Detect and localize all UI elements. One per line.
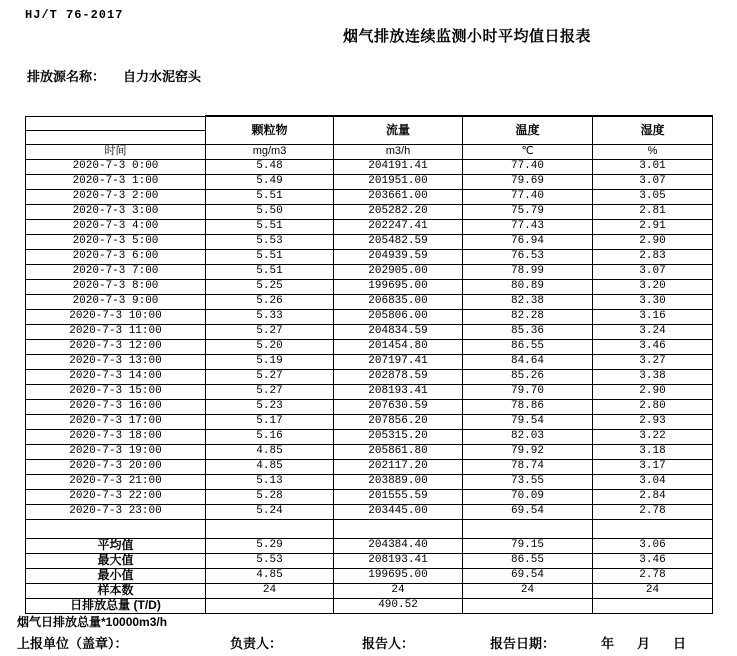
time-cell: 2020-7-3 22:00: [26, 489, 206, 504]
value-cell: 5.51: [206, 219, 334, 234]
table-row: [26, 234, 713, 249]
value-cell: 70.09: [463, 489, 593, 504]
table-row: [26, 399, 713, 414]
value-cell: 5.49: [206, 174, 334, 189]
table-row: [26, 324, 713, 339]
value-cell: 79.70: [463, 384, 593, 399]
summary-value-cell: 4.85: [206, 568, 334, 583]
header-band-row: [26, 116, 713, 130]
value-cell: 205282.20: [334, 204, 463, 219]
value-cell: 75.79: [463, 204, 593, 219]
value-cell: 76.94: [463, 234, 593, 249]
value-cell: 77.43: [463, 219, 593, 234]
value-cell: 202905.00: [334, 264, 463, 279]
table-row: [26, 249, 713, 264]
value-cell: 5.51: [206, 189, 334, 204]
summary-value-cell: 24: [463, 583, 593, 598]
summary-value-cell: 69.54: [463, 568, 593, 583]
value-cell: 5.50: [206, 204, 334, 219]
value-cell: 3.30: [593, 294, 713, 309]
blank-row: [26, 519, 713, 538]
summary-row: [26, 538, 713, 553]
time-cell: 2020-7-3 11:00: [26, 324, 206, 339]
value-cell: 205861.80: [334, 444, 463, 459]
value-cell: 86.55: [463, 339, 593, 354]
value-cell: 202247.41: [334, 219, 463, 234]
value-cell: 206835.00: [334, 294, 463, 309]
hourly-rows: [26, 159, 713, 519]
value-cell: 203445.00: [334, 504, 463, 519]
column-header-temperature: 温度: [463, 116, 593, 144]
summary-row: [26, 553, 713, 568]
time-cell: 2020-7-3 16:00: [26, 399, 206, 414]
summary-value-cell: 199695.00: [334, 568, 463, 583]
value-cell: 77.40: [463, 159, 593, 174]
table-row: [26, 279, 713, 294]
time-cell: 2020-7-3 13:00: [26, 354, 206, 369]
total-emission-note: 烟气日排放总量*10000m3/h: [17, 615, 168, 629]
table-row: [26, 219, 713, 234]
unit-humidity: %: [593, 144, 713, 159]
value-cell: 202878.59: [334, 369, 463, 384]
time-cell: 2020-7-3 9:00: [26, 294, 206, 309]
blank-cell: [593, 519, 713, 538]
value-cell: 3.22: [593, 429, 713, 444]
value-cell: 85.36: [463, 324, 593, 339]
summary-label-cell: 最大值: [26, 553, 206, 568]
report-date-label: 报告日期：: [490, 636, 556, 651]
table-row: [26, 174, 713, 189]
value-cell: 3.17: [593, 459, 713, 474]
time-cell: 2020-7-3 8:00: [26, 279, 206, 294]
time-cell: 2020-7-3 12:00: [26, 339, 206, 354]
value-cell: 78.99: [463, 264, 593, 279]
value-cell: 3.18: [593, 444, 713, 459]
table-row: [26, 444, 713, 459]
value-cell: 5.48: [206, 159, 334, 174]
value-cell: 3.05: [593, 189, 713, 204]
table-row: [26, 459, 713, 474]
source-name-label: 排放源名称：: [27, 69, 106, 84]
value-cell: 82.28: [463, 309, 593, 324]
table-row: [26, 489, 713, 504]
time-header: 时间: [26, 144, 206, 159]
summary-value-cell: 2.78: [593, 568, 713, 583]
summary-value-cell: 208193.41: [334, 553, 463, 568]
value-cell: 201555.59: [334, 489, 463, 504]
value-cell: 79.69: [463, 174, 593, 189]
value-cell: 5.26: [206, 294, 334, 309]
value-cell: 2.93: [593, 414, 713, 429]
value-cell: 79.54: [463, 414, 593, 429]
value-cell: 4.85: [206, 459, 334, 474]
value-cell: 5.51: [206, 264, 334, 279]
page-title: 烟气排放连续监测小时平均值日报表: [343, 28, 592, 45]
value-cell: 78.86: [463, 399, 593, 414]
time-cell: 2020-7-3 5:00: [26, 234, 206, 249]
time-cell: 2020-7-3 20:00: [26, 459, 206, 474]
column-header-humidity: 湿度: [593, 116, 713, 144]
summary-rows: [26, 538, 713, 613]
value-cell: 5.27: [206, 369, 334, 384]
value-cell: 3.46: [593, 339, 713, 354]
value-cell: 203661.00: [334, 189, 463, 204]
value-cell: 207856.20: [334, 414, 463, 429]
value-cell: 204939.59: [334, 249, 463, 264]
signature-line: [0, 633, 737, 651]
summary-label-cell: 样本数: [26, 583, 206, 598]
units-row: [26, 144, 713, 159]
table-row: [26, 159, 713, 174]
value-cell: 5.13: [206, 474, 334, 489]
summary-label-cell: 平均值: [26, 538, 206, 553]
table-row: [26, 309, 713, 324]
value-cell: 201454.80: [334, 339, 463, 354]
value-cell: 5.23: [206, 399, 334, 414]
time-cell: 2020-7-3 3:00: [26, 204, 206, 219]
table-row: [26, 474, 713, 489]
blank-cell: [334, 519, 463, 538]
value-cell: 2.84: [593, 489, 713, 504]
table-row: [26, 339, 713, 354]
value-cell: 5.51: [206, 249, 334, 264]
value-cell: 2.91: [593, 219, 713, 234]
summary-value-cell: 5.29: [206, 538, 334, 553]
table-row: [26, 384, 713, 399]
summary-label-cell: 最小值: [26, 568, 206, 583]
value-cell: 5.53: [206, 234, 334, 249]
value-cell: 3.01: [593, 159, 713, 174]
spacer-section: [26, 519, 713, 538]
value-cell: 207630.59: [334, 399, 463, 414]
reporter-label: 报告人：: [362, 636, 415, 651]
summary-value-cell: 24: [334, 583, 463, 598]
time-cell: 2020-7-3 17:00: [26, 414, 206, 429]
time-cell: 2020-7-3 10:00: [26, 309, 206, 324]
column-header-flow: 流量: [334, 116, 463, 144]
summary-row: [26, 568, 713, 583]
value-cell: 201951.00: [334, 174, 463, 189]
source-name-value: 自力水泥窑头: [123, 69, 202, 84]
value-cell: 2.90: [593, 234, 713, 249]
monitoring-table: [25, 115, 713, 614]
blank-cell: [206, 519, 334, 538]
value-cell: 3.24: [593, 324, 713, 339]
responsible-person-label: 负责人：: [230, 636, 283, 651]
unit-flow: m3/h: [334, 144, 463, 159]
value-cell: 82.03: [463, 429, 593, 444]
value-cell: 5.25: [206, 279, 334, 294]
summary-value-cell: 3.46: [593, 553, 713, 568]
table-row: [26, 204, 713, 219]
day-label: 日: [673, 636, 687, 651]
summary-row: [26, 598, 713, 613]
value-cell: 5.16: [206, 429, 334, 444]
value-cell: 5.17: [206, 414, 334, 429]
table-row: [26, 354, 713, 369]
table-row: [26, 504, 713, 519]
value-cell: 5.19: [206, 354, 334, 369]
value-cell: 80.89: [463, 279, 593, 294]
table-row: [26, 294, 713, 309]
value-cell: 3.07: [593, 174, 713, 189]
value-cell: 84.64: [463, 354, 593, 369]
value-cell: 3.20: [593, 279, 713, 294]
value-cell: 2.90: [593, 384, 713, 399]
time-cell: 2020-7-3 19:00: [26, 444, 206, 459]
value-cell: 78.74: [463, 459, 593, 474]
summary-value-cell: 5.53: [206, 553, 334, 568]
summary-value-cell: 86.55: [463, 553, 593, 568]
time-cell: 2020-7-3 0:00: [26, 159, 206, 174]
value-cell: 3.38: [593, 369, 713, 384]
blank-cell: [26, 519, 206, 538]
time-cell: 2020-7-3 23:00: [26, 504, 206, 519]
time-cell: 2020-7-3 7:00: [26, 264, 206, 279]
emission-source-line: [27, 66, 201, 85]
value-cell: 79.92: [463, 444, 593, 459]
value-cell: 3.27: [593, 354, 713, 369]
summary-label-cell: 日排放总量 (T/D): [26, 598, 206, 613]
time-cell: 2020-7-3 21:00: [26, 474, 206, 489]
value-cell: 2.80: [593, 399, 713, 414]
value-cell: 2.81: [593, 204, 713, 219]
value-cell: 204191.41: [334, 159, 463, 174]
header-corner-bottom-cell: [26, 130, 206, 144]
time-cell: 2020-7-3 15:00: [26, 384, 206, 399]
summary-value-cell: [463, 598, 593, 613]
value-cell: 5.28: [206, 489, 334, 504]
value-cell: 205315.20: [334, 429, 463, 444]
value-cell: 5.33: [206, 309, 334, 324]
unit-particulate: mg/m3: [206, 144, 334, 159]
table-row: [26, 189, 713, 204]
value-cell: 85.26: [463, 369, 593, 384]
table-row: [26, 429, 713, 444]
summary-value-cell: 24: [206, 583, 334, 598]
table-row: [26, 264, 713, 279]
value-cell: 202117.20: [334, 459, 463, 474]
standard-number: HJ/T 76-2017: [25, 8, 124, 22]
time-cell: 2020-7-3 6:00: [26, 249, 206, 264]
table-row: [26, 369, 713, 384]
summary-row: [26, 583, 713, 598]
value-cell: 82.38: [463, 294, 593, 309]
value-cell: 5.24: [206, 504, 334, 519]
reporting-unit-label: 上报单位（盖章）：: [17, 636, 128, 651]
value-cell: 2.78: [593, 504, 713, 519]
header-corner-top-cell: [26, 116, 206, 130]
summary-value-cell: [593, 598, 713, 613]
value-cell: 3.07: [593, 264, 713, 279]
column-header-particulate: 颗粒物: [206, 116, 334, 144]
value-cell: 77.40: [463, 189, 593, 204]
table-row: [26, 414, 713, 429]
value-cell: 2.83: [593, 249, 713, 264]
value-cell: 199695.00: [334, 279, 463, 294]
time-cell: 2020-7-3 2:00: [26, 189, 206, 204]
value-cell: 205482.59: [334, 234, 463, 249]
year-label: 年: [601, 636, 615, 651]
value-cell: 73.55: [463, 474, 593, 489]
month-label: 月: [637, 636, 651, 651]
time-cell: 2020-7-3 1:00: [26, 174, 206, 189]
value-cell: 208193.41: [334, 384, 463, 399]
value-cell: 204834.59: [334, 324, 463, 339]
summary-value-cell: 24: [593, 583, 713, 598]
value-cell: 207197.41: [334, 354, 463, 369]
value-cell: 76.53: [463, 249, 593, 264]
value-cell: 3.16: [593, 309, 713, 324]
value-cell: 5.27: [206, 324, 334, 339]
value-cell: 5.27: [206, 384, 334, 399]
value-cell: 3.04: [593, 474, 713, 489]
value-cell: 4.85: [206, 444, 334, 459]
blank-cell: [463, 519, 593, 538]
time-cell: 2020-7-3 4:00: [26, 219, 206, 234]
unit-temperature: ℃: [463, 144, 593, 159]
time-cell: 2020-7-3 18:00: [26, 429, 206, 444]
summary-value-cell: 490.52: [334, 598, 463, 613]
summary-value-cell: 204384.40: [334, 538, 463, 553]
summary-value-cell: 3.06: [593, 538, 713, 553]
value-cell: 203889.00: [334, 474, 463, 489]
value-cell: 5.20: [206, 339, 334, 354]
value-cell: 205806.00: [334, 309, 463, 324]
value-cell: 69.54: [463, 504, 593, 519]
summary-value-cell: 79.15: [463, 538, 593, 553]
summary-value-cell: [206, 598, 334, 613]
time-cell: 2020-7-3 14:00: [26, 369, 206, 384]
